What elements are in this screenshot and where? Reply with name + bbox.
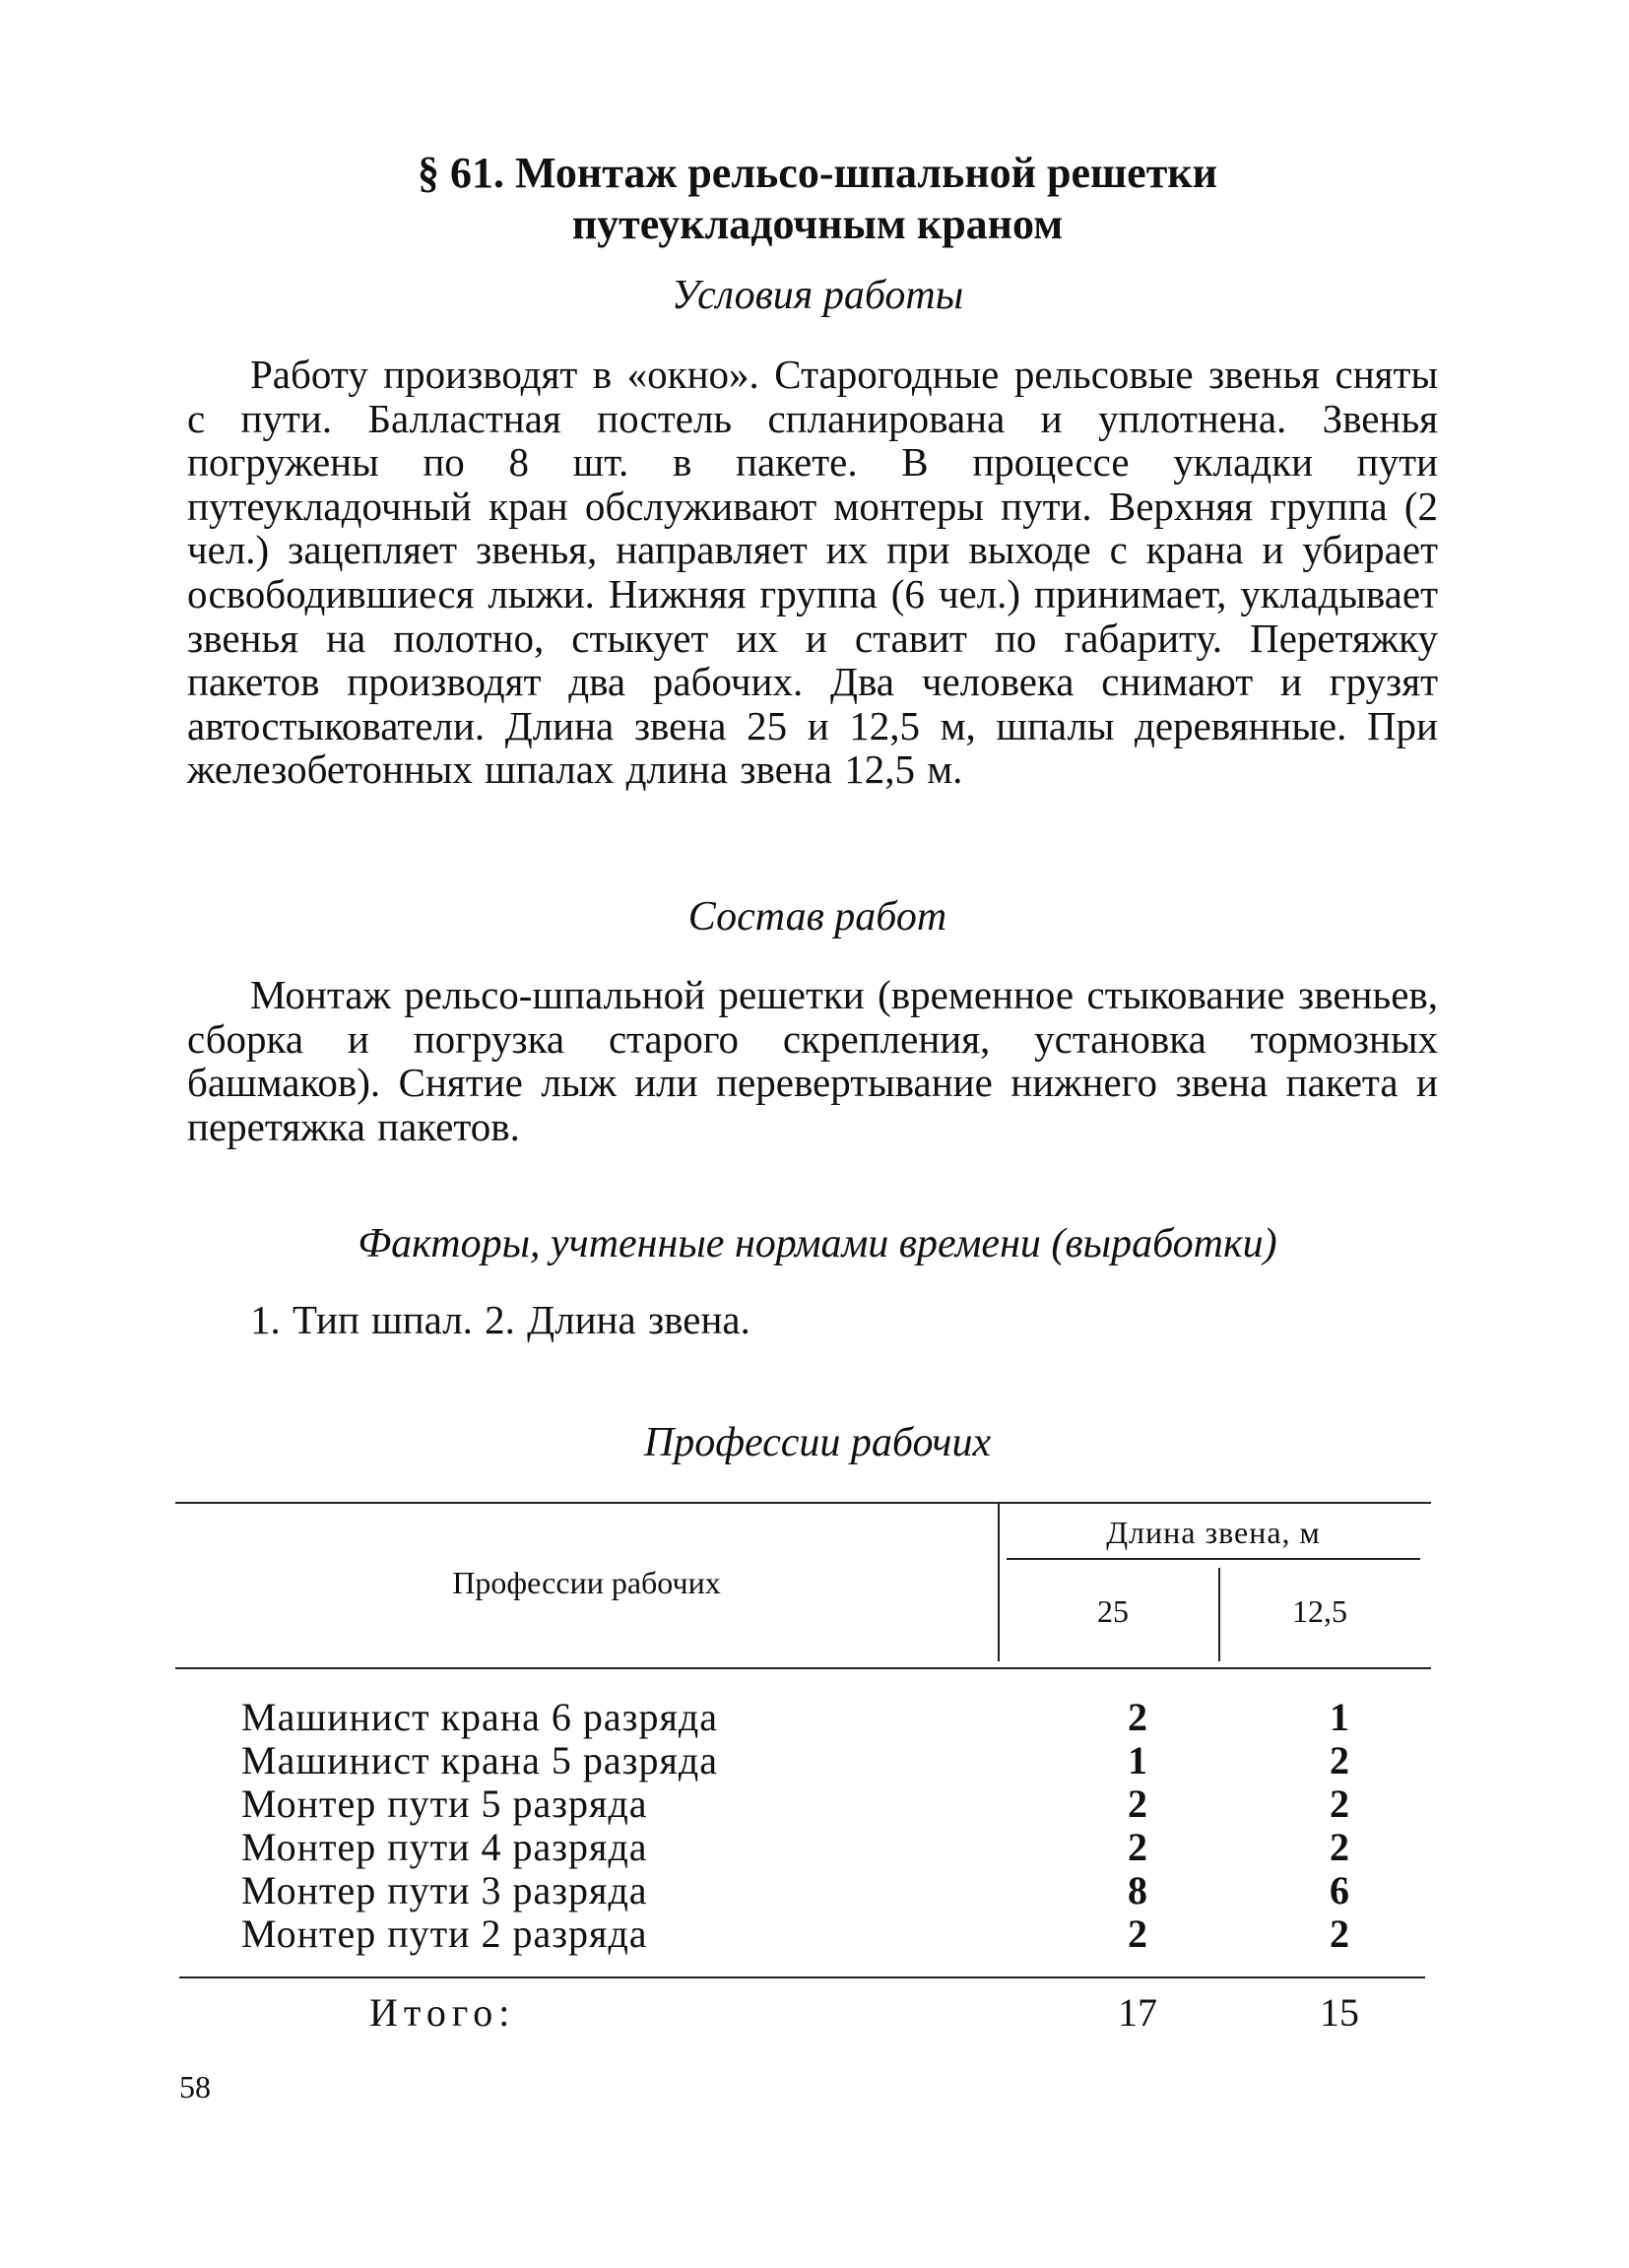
table-row <box>241 1826 1403 1869</box>
table-subheader-divider <box>1218 1568 1220 1661</box>
row-value-12-5: 2 <box>1330 1912 1349 1956</box>
row-profession: Монтер пути 2 разряда <box>241 1912 648 1956</box>
professions-heading: Профессии рабочих <box>643 1420 992 1465</box>
table-top-rule <box>175 1502 1431 1504</box>
total-value-25: 17 <box>1118 1990 1157 2035</box>
row-value-25: 2 <box>1128 1782 1147 1826</box>
row-profession: Монтер пути 4 разряда <box>241 1825 648 1869</box>
table-row <box>241 1739 1403 1782</box>
page-number: 58 <box>179 2069 211 2105</box>
factors-paragraph: 1. Тип шпал. 2. Длина звена. <box>250 1297 750 1342</box>
row-profession: Машинист крана 5 разряда <box>241 1738 718 1782</box>
row-value-25: 2 <box>1128 1825 1147 1869</box>
conditions-paragraph: Работу производят в «окно». Старогодные рельсовые звенья сняты с пути. Балластная постель спланирована и уплотнена. Звенья погружены по 8 шт. в пакете. В процессе укладки пути путеукладочный кран обслуживают монтеры пути. Верхняя группа (2 чел.) зацепляет звенья, направляет их при выходе с крана и убирает освободившиеся лыжи. Нижняя группа (6 чел.) принимает, укладывает звенья на полотно, стыкует их и ставит по габариту. Перетяжку пакетов производят два рабочих. Два человека снимают и грузят автостыкователи. Длина звена 25 и 12,5 м, шпалы деревянные. При железобетонных шпалах длина звена 12,5 м. <box>187 352 1438 793</box>
section-title-line-1: § 61. Монтаж рельсо-шпальной решетки <box>417 149 1218 197</box>
table-header-rule <box>175 1667 1431 1669</box>
section-title <box>295 148 1339 250</box>
row-value-12-5: 1 <box>1330 1695 1349 1739</box>
row-value-25: 1 <box>1128 1738 1147 1782</box>
column-header-25: 25 <box>1097 1593 1129 1629</box>
total-label: Итого: <box>369 1990 516 2035</box>
row-profession: Машинист крана 6 разряда <box>241 1695 718 1739</box>
column-header-professions: Профессии рабочих <box>452 1565 721 1600</box>
row-value-12-5: 2 <box>1330 1825 1349 1869</box>
table-header-divider <box>998 1504 1000 1661</box>
row-value-12-5: 2 <box>1330 1738 1349 1782</box>
total-value-12-5: 15 <box>1320 1990 1359 2035</box>
table-row <box>241 1869 1403 1912</box>
row-profession: Монтер пути 3 разряда <box>241 1868 648 1912</box>
table-total-rule <box>179 1976 1425 1978</box>
table-row <box>241 1912 1403 1956</box>
section-title-line-2: путеукладочным краном <box>571 200 1064 248</box>
table-group-rule <box>1007 1558 1420 1560</box>
table-row <box>241 1782 1403 1826</box>
composition-heading: Состав работ <box>687 894 947 940</box>
row-value-12-5: 6 <box>1330 1868 1349 1912</box>
column-group-header-length: Длина звена, м <box>1106 1515 1321 1550</box>
column-header-12-5: 12,5 <box>1292 1593 1347 1629</box>
row-profession: Монтер пути 5 разряда <box>241 1782 648 1826</box>
factors-heading: Факторы, учтенные нормами времени (выработки) <box>358 1221 1277 1266</box>
row-value-25: 2 <box>1128 1695 1147 1739</box>
table-row <box>241 1696 1403 1739</box>
row-value-12-5: 2 <box>1330 1782 1349 1826</box>
row-value-25: 8 <box>1128 1868 1147 1912</box>
row-value-25: 2 <box>1128 1912 1147 1956</box>
conditions-heading: Условия работы <box>671 273 964 318</box>
composition-paragraph: Монтаж рельсо-шпальной решетки (временное стыкование звеньев, сборка и погрузка старого скрепления, установка тормозных башмаков). Снятие лыж или перевертывание нижнего звена пакета и перетяжка пакетов. <box>187 972 1438 1149</box>
